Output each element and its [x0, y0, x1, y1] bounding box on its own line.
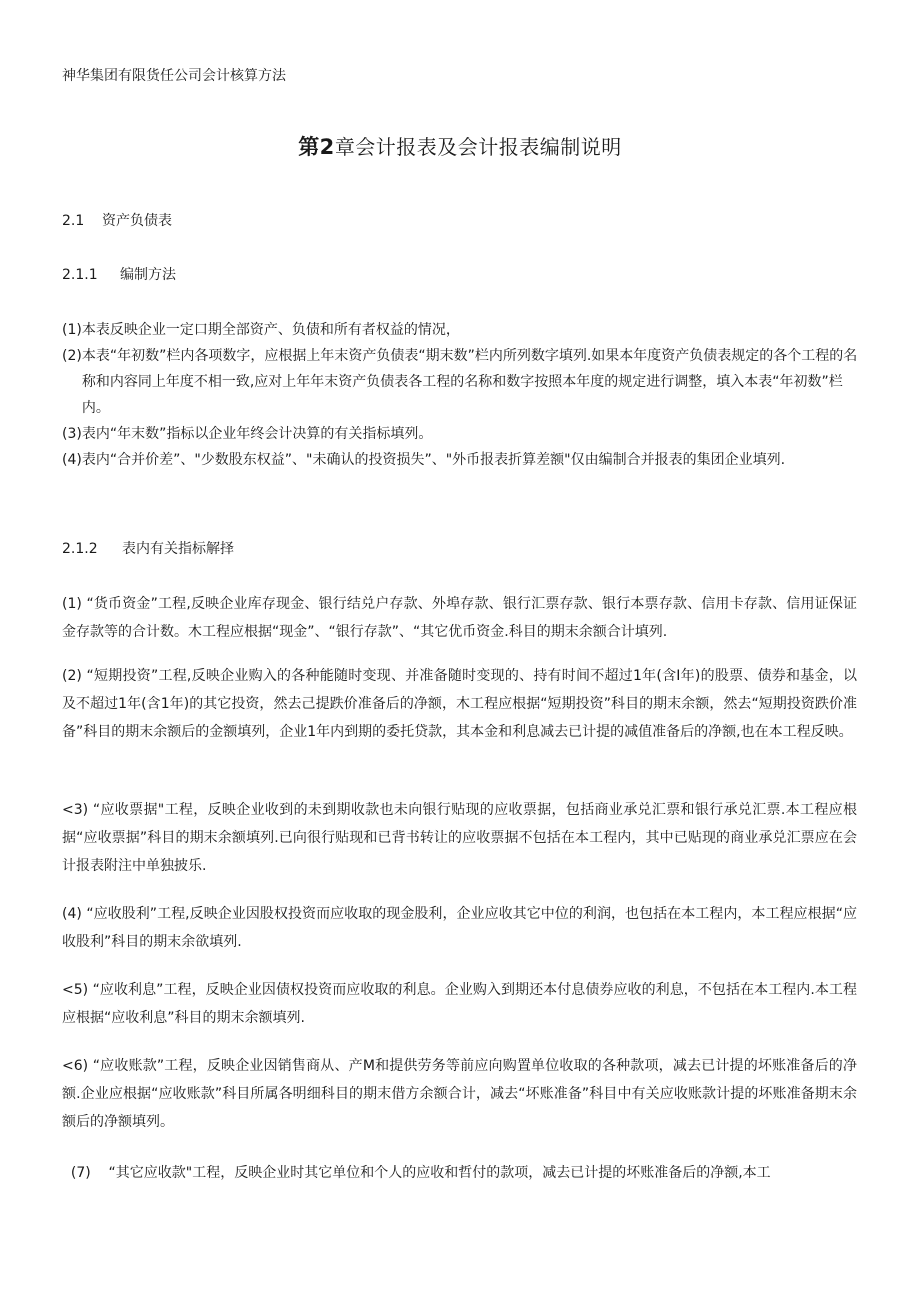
chapter-number: 第2: [298, 135, 335, 159]
list-item-text: 本表反映企业一定口期全部资产、负债和所有者权益的情况，: [81, 322, 460, 338]
paragraph-notes-receivable: <3) “应收票据"工程，反映企业收到的未到期收款也未向银行贴现的应收票据，包括商业承兑汇票和银行承兑汇票.本工程应根据“应收票据”科目的期末余额填列.已向很行贴现和已背书转让的应收票据不包括在本工程内，其中已贴现的商业承兑汇票应在会计报表附注中单独披乐.: [62, 802, 857, 874]
section-heading-2-1: [62, 211, 172, 231]
list-marker: (3): [62, 426, 82, 442]
section-number: 2.1.1: [62, 267, 98, 283]
list-marker: (4): [62, 452, 82, 468]
paragraph-short-term-investment: (2) “短期投资”工程,反映企业购入的各种能随时变现、并准备随时变现的、持有时间不超过1年(含I年)的股票、债券和基金，以及不超过1年(含1年)的其它投资，然去己提跌价准备后的净额，木工程应根据“短期投资”科目的期末余额，然去“短期投资跌价准备”科目的期末余额后的金额填列，企业1年内到期的委托贷款，其本金和利息减去已计提的减值准备后的净额,也在本工程反映。: [62, 668, 857, 740]
list-item-text: 表内“合并价差”、"少数股东权益”、"未确认的投资损失”、"外币报表折算差额"仅由编制合并报表的集团企业填列.: [81, 452, 786, 468]
section-heading-2-1-2: [62, 539, 234, 559]
list-item-text: 本表“年初数”栏内各项数字，应根据上年末资产负债表“期末数”栏内所列数字填列.如果本年度资产负债表规定的各个工程的名称和内容同上年度不相一致,应对上年年末资产负债表各工程的名称和数字按照本年度的规定进行调整，填入本表“年初数”栏内。: [81, 348, 858, 416]
chapter-title-text: 章会计报表及会计报表编制说明: [334, 135, 622, 159]
list-marker: (2): [62, 348, 82, 364]
section-title: 编制方法: [120, 267, 176, 283]
document-header: 神华集团有限货任公司会计核算方法: [62, 68, 286, 84]
list-item: [62, 317, 862, 343]
paragraph-interest-receivable: <5) “应收利息”工程，反映企业因债权投资而应收取的利息。企业购入到期还本付息债券应收的利息，不包括在本工程内.本工程应根据“应收利息”科目的期末余额填列.: [62, 982, 857, 1026]
section-heading-2-1-1: [62, 265, 176, 285]
paragraph-accounts-receivable: <6) “应收账款”工程，反映企业因销售商从、产M和提供劳务等前应向购置单位收取的各种款项，减去已计提的坏账准备后的净额.企业应根据“应收账款”科目所属各明细科目的期末借方余额合计，减去“坏账准备”科目中有关应收账款计提的坏账准备期末余额后的净额填列。: [62, 1058, 857, 1130]
paragraph-other-receivables: (7) “其它应收款"工程，反映企业时其它单位和个人的应收和哲付的款项，减去已计提的坏账准备后的净额,本工: [62, 1165, 771, 1181]
section-title: 表内有关指标解择: [122, 541, 234, 557]
list-item-text: 表内“年末数”指标以企业年终会计决算的有关指标填列。: [81, 426, 433, 442]
paragraph-dividends-receivable: (4) “应收股利”工程,反映企业因股权投资而应收取的现金股利，企业应收其它中位的利润，也包括在本工程内，本工程应根据“应收股利”科目的期末余欲填列.: [62, 906, 857, 950]
section-title: 资产负债表: [102, 213, 172, 229]
list-item: [62, 421, 862, 447]
section-number: 2.1.2: [62, 541, 98, 557]
chapter-title: [0, 133, 920, 161]
list-marker: (1): [62, 322, 82, 338]
list-item: [62, 343, 862, 421]
list-item: [62, 447, 862, 473]
section-number: 2.1: [62, 213, 85, 229]
method-list: [62, 317, 862, 473]
paragraph-cash: (1) “货币资金”工程,反映企业库存现金、银行结兑户存款、外埠存款、银行汇票存款、银行本票存款、信用卡存款、信用证保证金存款等的合计数。木工程应根据“现金”、“银行存款”、“其它优币资金.科目的期末余额合计填列.: [62, 596, 857, 640]
